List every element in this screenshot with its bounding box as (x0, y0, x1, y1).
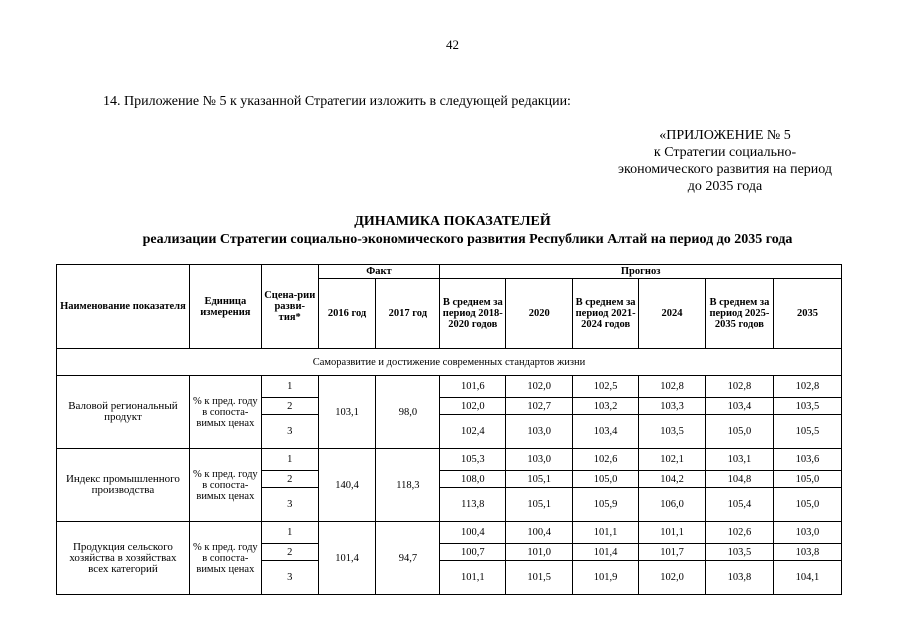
forecast-value: 102,8 (705, 376, 773, 398)
scenario-number: 3 (261, 561, 318, 595)
forecast-value: 101,7 (639, 544, 706, 561)
forecast-value: 103,4 (573, 415, 639, 449)
fact-2016-value: 103,1 (318, 376, 376, 449)
header-forecast-2020: 2020 (506, 279, 573, 349)
header-scenario: Сцена-рии разви-тия* (261, 265, 318, 349)
forecast-value: 104,2 (639, 471, 706, 488)
forecast-value: 103,5 (773, 398, 841, 415)
forecast-value: 102,8 (773, 376, 841, 398)
forecast-value: 105,0 (705, 415, 773, 449)
scenario-number: 1 (261, 522, 318, 544)
forecast-value: 101,1 (573, 522, 639, 544)
indicator-name: Индекс промышленного производства (57, 449, 190, 522)
forecast-value: 102,4 (440, 415, 506, 449)
forecast-value: 105,0 (773, 471, 841, 488)
header-forecast-avg-2021-2024: В среднем за период 2021-2024 годов (573, 279, 639, 349)
forecast-value: 103,0 (773, 522, 841, 544)
header-fact: Факт (318, 265, 440, 279)
forecast-value: 102,6 (573, 449, 639, 471)
indicator-unit: % к пред. году в сопоста-вимых ценах (189, 522, 261, 595)
scenario-number: 2 (261, 398, 318, 415)
fact-2017-value: 98,0 (376, 376, 440, 449)
forecast-value: 100,7 (440, 544, 506, 561)
fact-2017-value: 118,3 (376, 449, 440, 522)
scenario-number: 1 (261, 449, 318, 471)
indicator-name: Продукция сельского хозяйства в хозяйствах всех категорий (57, 522, 190, 595)
forecast-value: 103,6 (773, 449, 841, 471)
table-row (57, 449, 842, 471)
forecast-value: 105,0 (773, 488, 841, 522)
forecast-value: 102,1 (639, 449, 706, 471)
scenario-number: 1 (261, 376, 318, 398)
forecast-value: 102,5 (573, 376, 639, 398)
scenario-number: 2 (261, 544, 318, 561)
forecast-value: 101,6 (440, 376, 506, 398)
table-row (57, 522, 842, 544)
forecast-value: 102,7 (506, 398, 573, 415)
instruction-text: 14. Приложение № 5 к указанной Стратегии изложить в следующей редакции: (103, 94, 571, 109)
scenario-number: 2 (261, 471, 318, 488)
forecast-value: 103,2 (573, 398, 639, 415)
appendix-line-3: экономического развития на период (618, 162, 832, 177)
forecast-value: 102,0 (440, 398, 506, 415)
table-row (57, 376, 842, 398)
forecast-value: 103,0 (506, 415, 573, 449)
title-line-1: ДИНАМИКА ПОКАЗАТЕЛЕЙ (354, 214, 551, 229)
forecast-value: 102,8 (639, 376, 706, 398)
appendix-line-2: к Стратегии социально- (653, 145, 797, 160)
indicator-name: Валовой региональный продукт (57, 376, 190, 449)
title-line-2: реализации Стратегии социально-экономического развития Республики Алтай на период до 2035 года (142, 232, 793, 247)
appendix-line-4: до 2035 года (687, 179, 763, 194)
header-forecast-avg-2025-2035: В среднем за период 2025-2035 годов (705, 279, 773, 349)
page-number: 42 (446, 37, 459, 52)
forecast-value: 103,3 (639, 398, 706, 415)
forecast-value: 103,5 (639, 415, 706, 449)
appendix-heading (590, 127, 860, 195)
forecast-value: 106,0 (639, 488, 706, 522)
forecast-value: 101,4 (573, 544, 639, 561)
header-name: Наименование показателя (57, 265, 190, 349)
forecast-value: 103,8 (705, 561, 773, 595)
forecast-value: 103,8 (773, 544, 841, 561)
header-forecast: Прогноз (440, 265, 842, 279)
document-title (0, 213, 905, 249)
forecast-value: 102,6 (705, 522, 773, 544)
indicator-unit: % к пред. году в сопоста-вимых ценах (189, 449, 261, 522)
forecast-value: 113,8 (440, 488, 506, 522)
forecast-value: 105,9 (573, 488, 639, 522)
forecast-value: 104,8 (705, 471, 773, 488)
forecast-value: 100,4 (506, 522, 573, 544)
forecast-value: 105,4 (705, 488, 773, 522)
forecast-value: 108,0 (440, 471, 506, 488)
indicator-unit: % к пред. году в сопоста-вимых ценах (189, 376, 261, 449)
forecast-value: 100,4 (440, 522, 506, 544)
fact-2016-value: 140,4 (318, 449, 376, 522)
section-title: Саморазвитие и достижение современных стандартов жизни (57, 349, 842, 376)
header-forecast-2024: 2024 (639, 279, 706, 349)
fact-2016-value: 101,4 (318, 522, 376, 595)
forecast-value: 101,1 (440, 561, 506, 595)
scenario-number: 3 (261, 488, 318, 522)
scenario-number: 3 (261, 415, 318, 449)
forecast-value: 101,1 (639, 522, 706, 544)
forecast-value: 103,5 (705, 544, 773, 561)
forecast-value: 105,1 (506, 488, 573, 522)
forecast-value: 102,0 (506, 376, 573, 398)
header-unit: Единица измерения (189, 265, 261, 349)
forecast-value: 105,1 (506, 471, 573, 488)
appendix-line-1: «ПРИЛОЖЕНИЕ № 5 (659, 128, 791, 143)
header-fact-2017: 2017 год (376, 279, 440, 349)
forecast-value: 102,0 (639, 561, 706, 595)
header-forecast-2035: 2035 (773, 279, 841, 349)
forecast-value: 105,0 (573, 471, 639, 488)
forecast-value: 101,5 (506, 561, 573, 595)
fact-2017-value: 94,7 (376, 522, 440, 595)
forecast-value: 104,1 (773, 561, 841, 595)
forecast-value: 105,3 (440, 449, 506, 471)
forecast-value: 103,4 (705, 398, 773, 415)
forecast-value: 103,1 (705, 449, 773, 471)
forecast-value: 101,0 (506, 544, 573, 561)
header-fact-2016: 2016 год (318, 279, 376, 349)
forecast-value: 103,0 (506, 449, 573, 471)
indicators-table (56, 264, 842, 595)
header-forecast-avg-2018-2020: В среднем за период 2018-2020 годов (440, 279, 506, 349)
forecast-value: 105,5 (773, 415, 841, 449)
forecast-value: 101,9 (573, 561, 639, 595)
